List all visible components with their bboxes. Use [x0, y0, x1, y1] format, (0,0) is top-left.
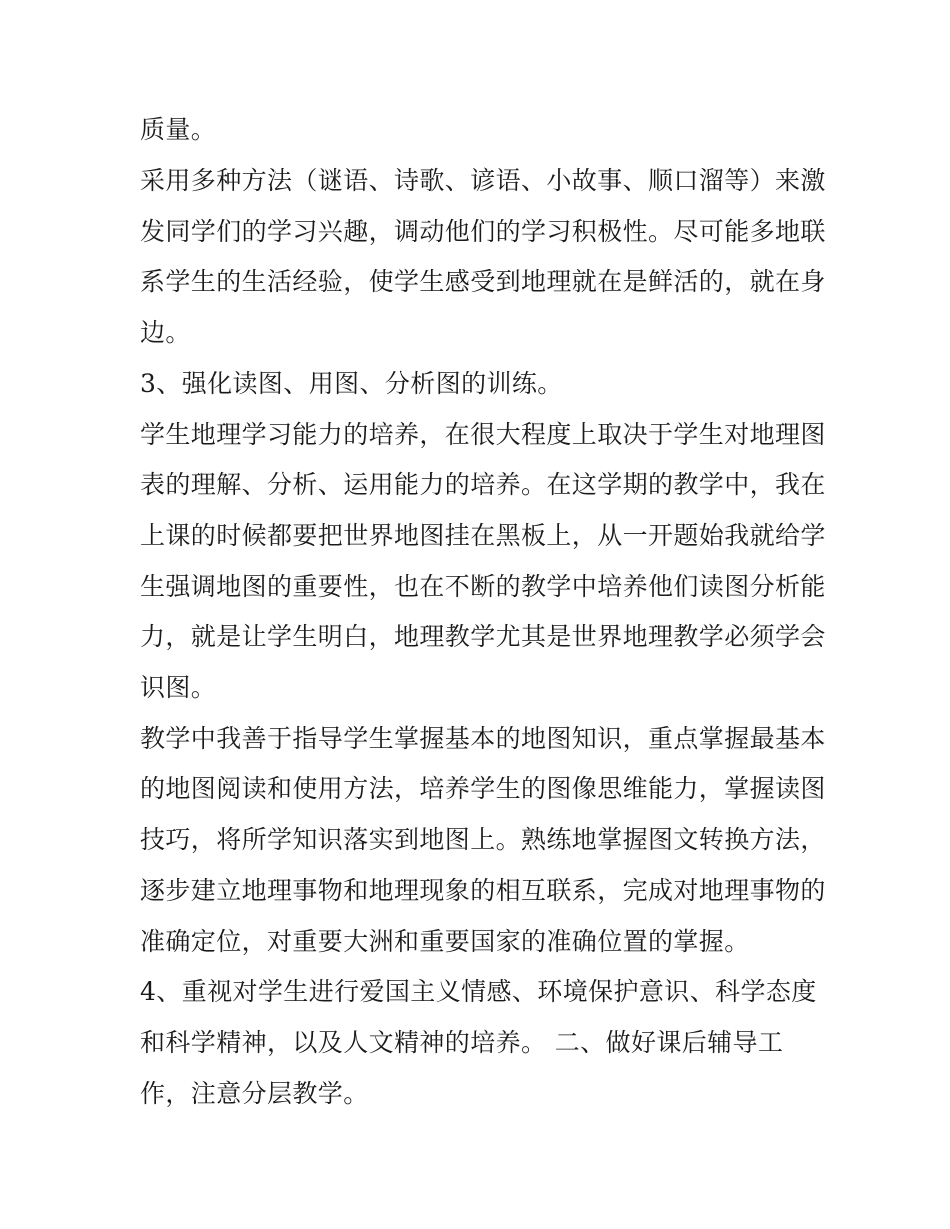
text-line: 教学中我善于指导学生掌握基本的地图知识，重点掌握最基本 — [140, 724, 826, 753]
section-heading: 3、强化读图、用图、分析图的训练。 — [140, 369, 563, 398]
text-line: 技巧，将所学知识落实到地图上。熟练地掌握图文转换方法， — [140, 825, 826, 854]
text-line: 质量。 — [140, 115, 217, 144]
text-line: 逐步建立地理事物和地理现象的相互联系，完成对地理事物的 — [140, 876, 826, 905]
section-heading: 4、重视对学生进行爱国主义情感、环境保护意识、科学态度 — [140, 977, 817, 1006]
text-line: 的地图阅读和使用方法，培养学生的图像思维能力，掌握读图 — [140, 774, 826, 803]
text-line: 表的理解、分析、运用能力的培养。在这学期的教学中，我在 — [140, 470, 826, 499]
text-line: 系学生的生活经验，使学生感受到地理就在是鲜活的，就在身 — [140, 267, 826, 296]
text-line: 生强调地图的重要性，也在不断的教学中培养他们读图分析能 — [140, 572, 826, 601]
text-line: 发同学们的学习兴趣，调动他们的学习积极性。尽可能多地联 — [140, 217, 826, 246]
text-line: 学生地理学习能力的培养，在很大程度上取决于学生对地理图 — [140, 420, 826, 449]
text-line: 识图。 — [140, 673, 217, 702]
text-line: 准确定位，对重要大洲和重要国家的准确位置的掌握。 — [140, 927, 750, 956]
text-line: 边。 — [140, 318, 191, 347]
text-line: 作，注意分层教学。 — [140, 1079, 369, 1108]
text-line: 采用多种方法（谜语、诗歌、谚语、小故事、顺口溜等）来激 — [140, 166, 826, 195]
text-line: 力，就是让学生明白，地理教学尤其是世界地理教学必须学会 — [140, 622, 826, 651]
text-line: 和科学精神，以及人文精神的培养。 二、做好课后辅导工 — [140, 1028, 784, 1057]
text-line: 上课的时候都要把世界地图挂在黑板上，从一开题始我就给学 — [140, 521, 826, 550]
